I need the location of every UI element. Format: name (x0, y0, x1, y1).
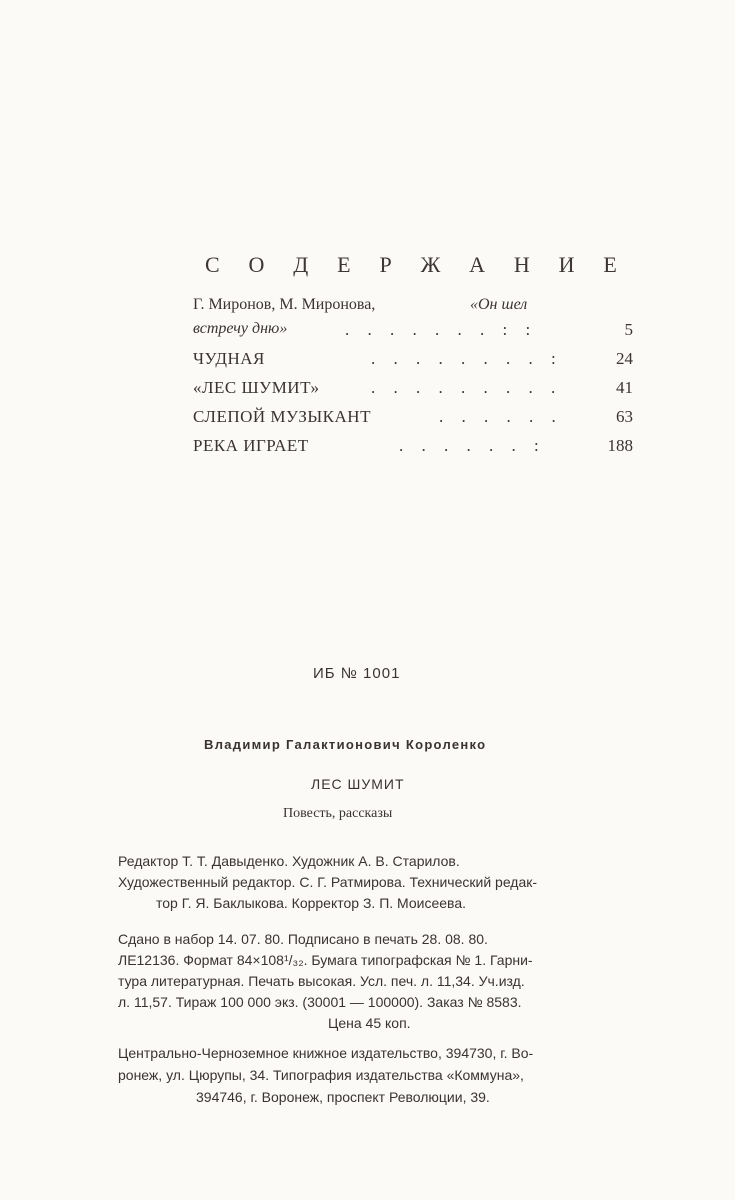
toc-heading-letter: Е (603, 252, 617, 277)
toc-entry-author-line (193, 296, 633, 314)
toc-entry-leader: . . . . . . . : : (345, 320, 538, 339)
price-line: Цена 45 коп. (328, 1015, 411, 1031)
publishing-line: ЛЕ12136. Формат 84×108¹/₃₂. Бумага типографская № 1. Гарни- (118, 952, 533, 968)
toc-heading-letter: Н (513, 252, 530, 277)
publishing-line: тура литературная. Печать высокая. Усл. печ. л. 11,34. Уч.изд. (118, 973, 525, 989)
address-line: ронеж, ул. Цюрупы, 34. Типография издательства «Коммуна», (118, 1067, 524, 1083)
toc-entry-title: «ЛЕС ШУМИТ» (193, 378, 320, 397)
toc-entry-page: 63 (616, 407, 633, 426)
toc-entry-title: ЧУДНАЯ (193, 349, 265, 368)
imprint-subtitle: Повесть, рассказы (283, 806, 393, 821)
credits-line: Редактор Т. Т. Давыденко. Художник А. В. Старилов. (118, 853, 460, 869)
toc-entry-page: 188 (607, 436, 633, 455)
toc-entry-leader: . . . . . . . . : (371, 349, 563, 368)
toc-entry-title-part2: встречу дню» (193, 320, 288, 337)
toc-heading-letter: С (205, 252, 220, 277)
toc-entry-author: Г. Миронов, М. Миронова, (193, 296, 376, 313)
toc-entry-leader: . . . . . . (439, 407, 563, 426)
toc-entry-page: 5 (624, 320, 633, 339)
publishing-line: л. 11,57. Тираж 100 000 экз. (30001 — 100000). Заказ № 8583. (118, 994, 522, 1010)
toc-entry-page: 24 (616, 349, 633, 368)
ib-number: ИБ № 1001 (313, 665, 401, 682)
toc-entry-title: РЕКА ИГРАЕТ (193, 436, 309, 455)
publishing-details (118, 929, 698, 1034)
toc-entry (193, 436, 633, 460)
toc-entry (193, 296, 633, 344)
toc-entry-title: СЛЕПОЙ МУЗЫКАНТ (193, 407, 371, 426)
toc-entry-title-part1: «Он шел (470, 296, 528, 313)
toc-heading-letter: О (248, 252, 265, 277)
toc-entry-leader: . . . . . . : (399, 436, 546, 455)
toc-heading-letter: А (469, 252, 486, 277)
toc-heading-letter: И (558, 252, 575, 277)
toc-entry-page: 41 (616, 378, 633, 397)
toc-entry (193, 407, 633, 431)
imprint-author: Владимир Галактионович Короленко (204, 737, 487, 752)
address-line: Центрально-Черноземное книжное издательство, 394730, г. Во- (118, 1045, 534, 1061)
publishing-line: Сдано в набор 14. 07. 80. Подписано в печать 28. 08. 80. (118, 931, 488, 947)
credits-line: тор Г. Я. Баклыкова. Корректор З. П. Моисеева. (156, 895, 466, 911)
credits-block (118, 851, 698, 914)
credits-line: Художественный редактор. С. Г. Ратмирова. Технический редак- (118, 874, 538, 890)
toc-heading-letter: Е (337, 252, 351, 277)
toc-entry (193, 378, 633, 402)
toc-entry (193, 349, 633, 373)
publisher-address (118, 1042, 698, 1108)
address-line: 394746, г. Воронеж, проспект Революции, 39. (196, 1089, 490, 1105)
toc-heading (205, 252, 617, 278)
toc-entry-leader: . . . . . . . . . (371, 378, 563, 397)
toc-heading-letter: Р (379, 252, 392, 277)
toc-heading-letter: Д (293, 252, 309, 277)
imprint-title: ЛЕС ШУМИТ (311, 776, 405, 792)
toc-heading-letter: Ж (420, 252, 441, 277)
